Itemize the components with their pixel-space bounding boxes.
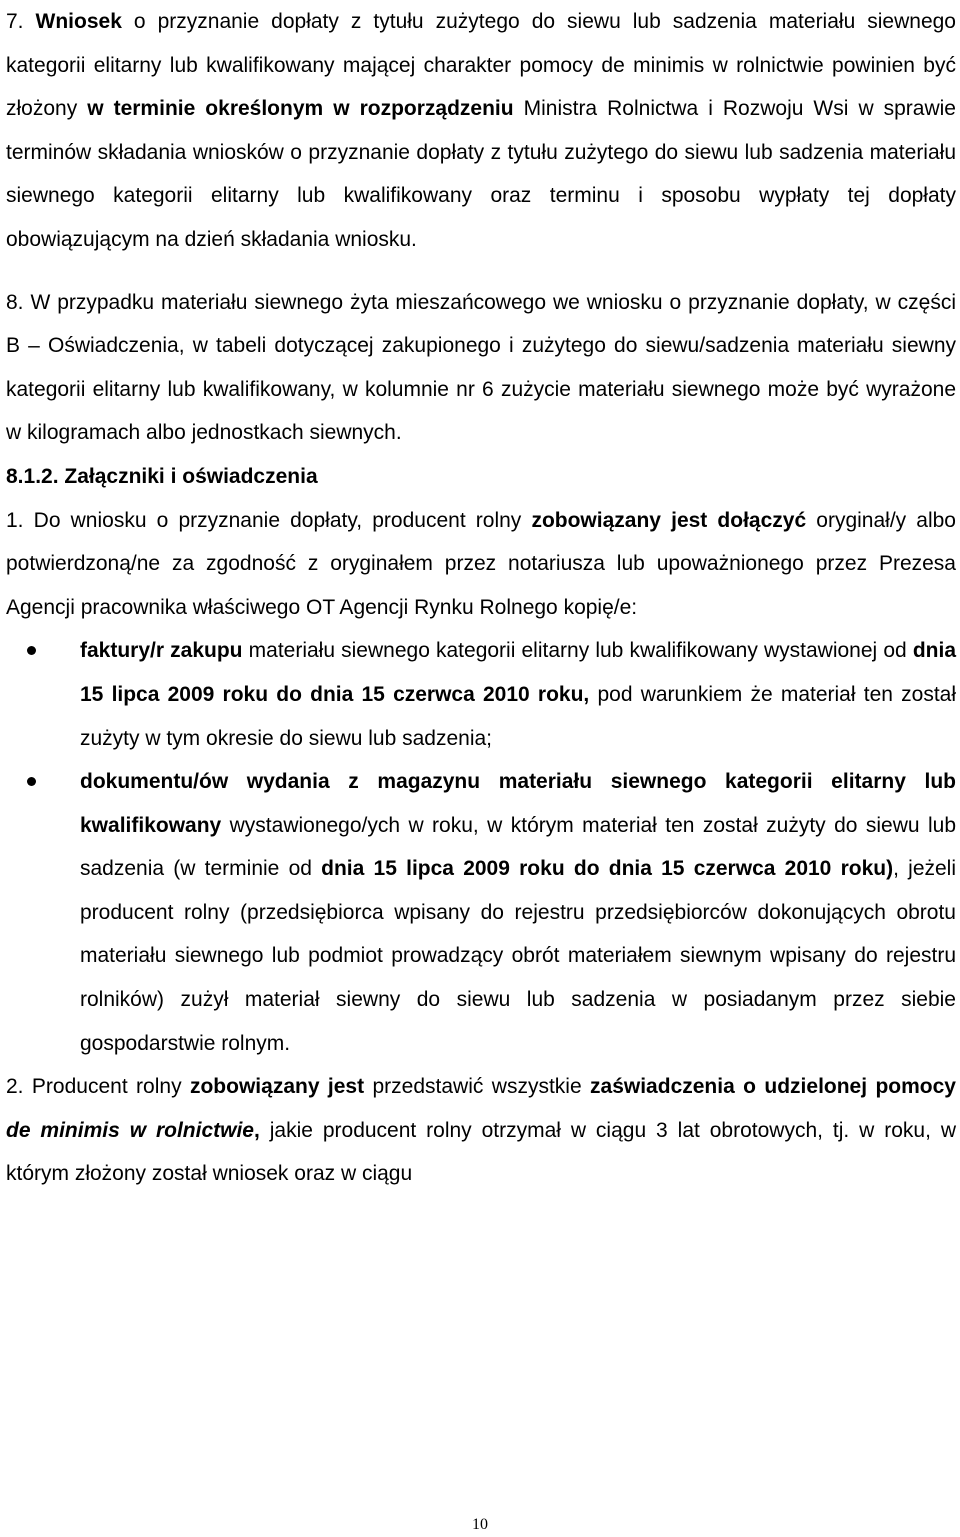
item-number: 7.: [6, 10, 36, 33]
list-item: [6, 760, 956, 1065]
paragraph-text: , jeżeli producent rolny (przedsiębiorca wpisany do rejestru przedsiębiorców dokonujących obrotu materiału siewnego lub podmiot prowadzący obrót materiałem siewnym wpisany do rejestru rolników) zużył materiał siewny do siewu lub sadzenia w posiadanym przez siebie gospodarstwie rolnym.: [80, 857, 957, 1055]
paragraph-text: wystawionego/ych w roku, w którym materiał ten został zużyty do siewu lub sadzenia (w terminie od: [80, 813, 956, 881]
bold-phrase: faktury/r zakupu: [80, 639, 243, 663]
paragraph-text: Ministra Rolnictwa i Rozwoju Wsi w sprawie terminów składania wniosków o przyznanie dopłaty z tytułu zużytego do siewu lub sadzenia materiału siewnego kategorii elitarny lub kwalifikowany oraz terminu i sposobu wypłaty tej dopłaty obowiązującym na dzień składania wniosku.: [6, 97, 956, 251]
paragraph-text: oryginał/y albo potwierdzoną/ne za zgodność z oryginałem przez notariusza lub upoważnionego przez Prezesa Agencji pracownika właściwego OT Agencji Rynku Rolnego kopię/e:: [6, 508, 956, 619]
bold-phrase: dnia 15 lipca 2009 roku do dnia 15 czerwca 2010 roku,: [80, 639, 956, 706]
bold-phrase: zobowiązany jest dołączyć: [531, 508, 807, 532]
paragraph-point-2: [6, 1065, 956, 1196]
paragraph-item-8: 8. W przypadku materiału siewnego żyta mieszańcowego we wniosku o przyznanie dopłaty, w części B – Oświadczenia, w tabeli dotyczącej zakupionego i zużytego do siewu/sadzenia materiału siewny kategorii elitarny lub kwalifikowany, w kolumnie nr 6 zużycie materiału siewnego może być wyrażone w kilogramach albo jednostkach siewnych.: [6, 290, 956, 445]
bold-italic-phrase: de minimis w rolnictwie: [6, 1118, 254, 1142]
paragraph-text: o przyznanie dopłaty z tytułu zużytego do siewu lub sadzenia materiału siewnego kategorii elitarny lub kwalifikowany mającej charakter pomocy de minimis w rolnictwie powinien być złożony: [6, 10, 956, 121]
paragraph-point-1: [6, 499, 956, 630]
bold-phrase: zaświadczenia o udzielonej pomocy: [590, 1075, 956, 1099]
paragraph-text: jakie producent rolny otrzymał w ciągu 3 lat obrotowych, tj. w roku, w którym złożony został wniosek oraz w ciągu: [6, 1118, 956, 1186]
bold-phrase: w terminie określonym w rozporządzeniu: [87, 97, 514, 121]
paragraph-text: pod warunkiem że materiał ten został zużyty w tym okresie do siewu lub sadzenia;: [80, 682, 956, 750]
bold-phrase: dnia 15 lipca 2009 roku do dnia 15 czerwca 2010 roku): [321, 857, 894, 881]
paragraph-text: materiału siewnego kategorii elitarny lub kwalifikowany wystawionej od: [242, 639, 913, 663]
section-heading: 8.1.2. Załączniki i oświadczenia: [6, 464, 318, 488]
bullet-icon: [27, 646, 36, 655]
list-item: [6, 629, 956, 760]
paragraph-item-7: [6, 0, 956, 262]
paragraph-text: 1. Do wniosku o przyznanie dopłaty, producent rolny: [6, 508, 532, 532]
attachment-list: [6, 629, 956, 1065]
bold-phrase: zobowiązany jest: [189, 1075, 365, 1099]
bold-phrase: ,: [253, 1118, 260, 1142]
page-number: 10: [472, 1516, 488, 1533]
bullet-icon: [27, 777, 36, 786]
paragraph-text: 2. Producent rolny: [6, 1075, 190, 1099]
document-page: [6, 0, 956, 1196]
bold-phrase: Wniosek: [35, 10, 122, 33]
bold-phrase: dokumentu/ów wydania z magazynu materiału siewnego kategorii elitarny lub kwalifikowany: [80, 770, 956, 837]
paragraph-text: przedstawić wszystkie: [364, 1075, 591, 1099]
